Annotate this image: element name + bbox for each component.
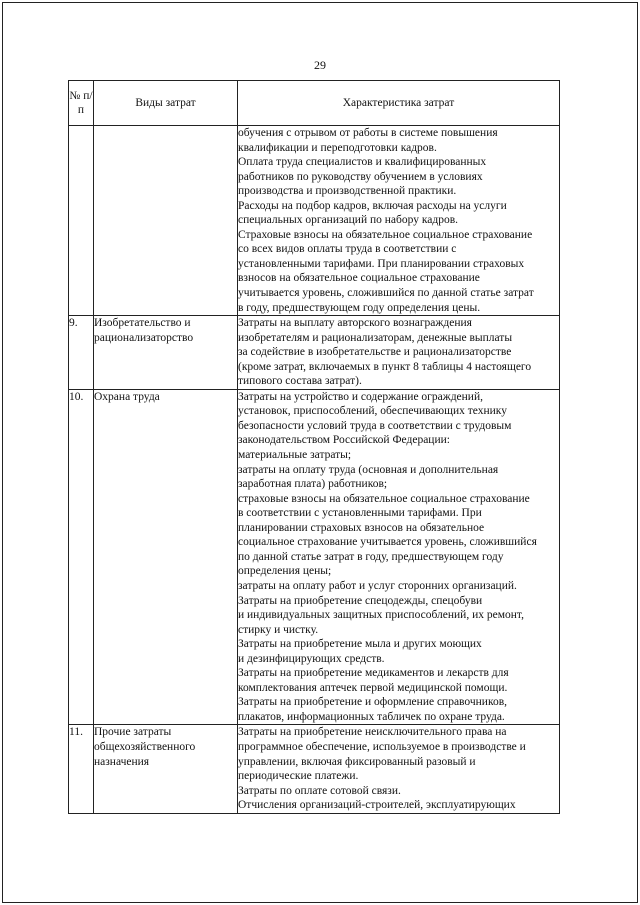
cost-type-cell <box>94 126 238 316</box>
description-line: Затраты на выплату авторского вознаграждения <box>238 317 472 330</box>
description-line: работников по руководству обучением в условиях <box>238 170 483 183</box>
cost-type-line: Прочие затраты <box>94 726 172 739</box>
description-line: учитывается уровень, сложившийся по данной статье затрат <box>238 287 534 300</box>
description-line: и дезинфицирующих средств. <box>238 652 385 665</box>
description-line: типового состава затрат). <box>238 375 362 388</box>
description-line: Затраты по оплате сотовой связи. <box>238 784 401 797</box>
cost-description-cell <box>238 316 560 390</box>
cost-type-line: назначения <box>94 755 150 768</box>
description-line: управлении, включая фиксированный разовый и <box>238 755 476 768</box>
description-line: специальных организаций по набору кадров. <box>238 214 459 227</box>
cost-type-cell <box>94 725 238 813</box>
row-number: 9. <box>69 316 94 390</box>
description-line: квалификации и переподготовки кадров. <box>238 141 437 154</box>
description-line: безопасности условий труда в соответствии с трудовым <box>238 419 512 432</box>
cost-description-cell <box>238 725 560 813</box>
description-line: страховые взносы на обязательное социальное страхование <box>238 492 530 505</box>
cost-type-line: Охрана труда <box>94 390 160 403</box>
description-line: изобретателям и рационализаторам, денежные выплаты <box>238 331 513 344</box>
description-line: заработная плата) работников; <box>238 478 388 491</box>
description-line: Затраты на приобретение неисключительного права на <box>238 726 507 739</box>
description-line: по данной статье затрат в году, предшествующем году <box>238 550 504 563</box>
description-line: Затраты на приобретение и оформление справочников, <box>238 696 508 709</box>
description-line: со всех видов оплаты труда в соответствии с <box>238 243 457 256</box>
cost-description-cell <box>238 389 560 725</box>
description-line: программное обеспечение, используемое в производстве и <box>238 740 526 753</box>
description-line: Страховые взносы на обязательное социальное страхование <box>238 228 533 241</box>
description-line: обучения с отрывом от работы в системе повышения <box>238 127 498 139</box>
description-line: Затраты на приобретение мыла и других моющих <box>238 638 482 651</box>
description-line: (кроме затрат, включаемых в пункт 8 таблицы 4 настоящего <box>238 360 532 373</box>
description-line: установленными тарифами. При планировании страховых <box>238 257 525 270</box>
row-number <box>69 126 94 316</box>
cost-description-cell <box>238 126 560 316</box>
description-line: установок, приспособлений, обеспечивающих технику <box>238 405 507 418</box>
description-line: Отчисления организаций-строителей, эксплуатирующих <box>238 799 516 812</box>
table-row <box>69 389 560 725</box>
description-line: взносов на обязательное социальное страхование <box>238 272 480 285</box>
description-line: комплектования аптечек первой медицинской помощи. <box>238 681 508 694</box>
header-type: Виды затрат <box>94 81 238 126</box>
header-num: № п/п <box>69 81 94 126</box>
table-row <box>69 725 560 813</box>
description-line: периодические платежи. <box>238 770 359 783</box>
description-line: Оплата труда специалистов и квалифицированных <box>238 156 487 169</box>
description-line: в году, предшествующем году определения цены. <box>238 301 481 314</box>
table-row <box>69 126 560 316</box>
description-line: и индивидуальных защитных приспособлений, их ремонт, <box>238 609 524 622</box>
description-line: определения цены; <box>238 565 332 578</box>
description-line: затраты на оплату труда (основная и дополнительная <box>238 463 499 476</box>
row-number: 10. <box>69 389 94 725</box>
description-line: плакатов, информационных табличек по охране труда. <box>238 710 505 723</box>
table-header-row <box>69 81 560 126</box>
table-row <box>69 316 560 390</box>
description-line: затраты на оплату работ и услуг сторонних организаций. <box>238 579 517 592</box>
description-line: Расходы на подбор кадров, включая расходы на услуги <box>238 199 507 212</box>
cost-types-table <box>68 80 560 814</box>
description-line: планировании страховых взносов на обязательное <box>238 521 485 534</box>
description-line: Затраты на приобретение спецодежды, спецобуви <box>238 594 483 607</box>
description-line: производства и производственной практики. <box>238 185 457 198</box>
description-line: в соответствии с установленными тарифами. При <box>238 507 482 520</box>
cost-type-cell <box>94 389 238 725</box>
cost-type-line: рационализаторство <box>94 331 194 344</box>
row-number: 11. <box>69 725 94 813</box>
description-line: материальные затраты; <box>238 449 352 462</box>
description-line: за содействие в изобретательстве и рационализаторстве <box>238 346 512 359</box>
page-number: 29 <box>314 58 326 72</box>
description-line: Затраты на устройство и содержание ограждений, <box>238 390 483 403</box>
description-line: законодательством Российской Федерации: <box>238 434 450 447</box>
cost-type-line: Изобретательство и <box>94 317 191 330</box>
description-line: Затраты на приобретение медикаментов и лекарств для <box>238 667 509 680</box>
description-line: социальное страхование учитывается уровень, сложившийся <box>238 536 537 549</box>
description-line: стирку и чистку. <box>238 623 319 636</box>
cost-type-cell <box>94 316 238 390</box>
cost-type-line: общехозяйственного <box>94 740 196 753</box>
header-desc: Характеристика затрат <box>238 81 560 126</box>
